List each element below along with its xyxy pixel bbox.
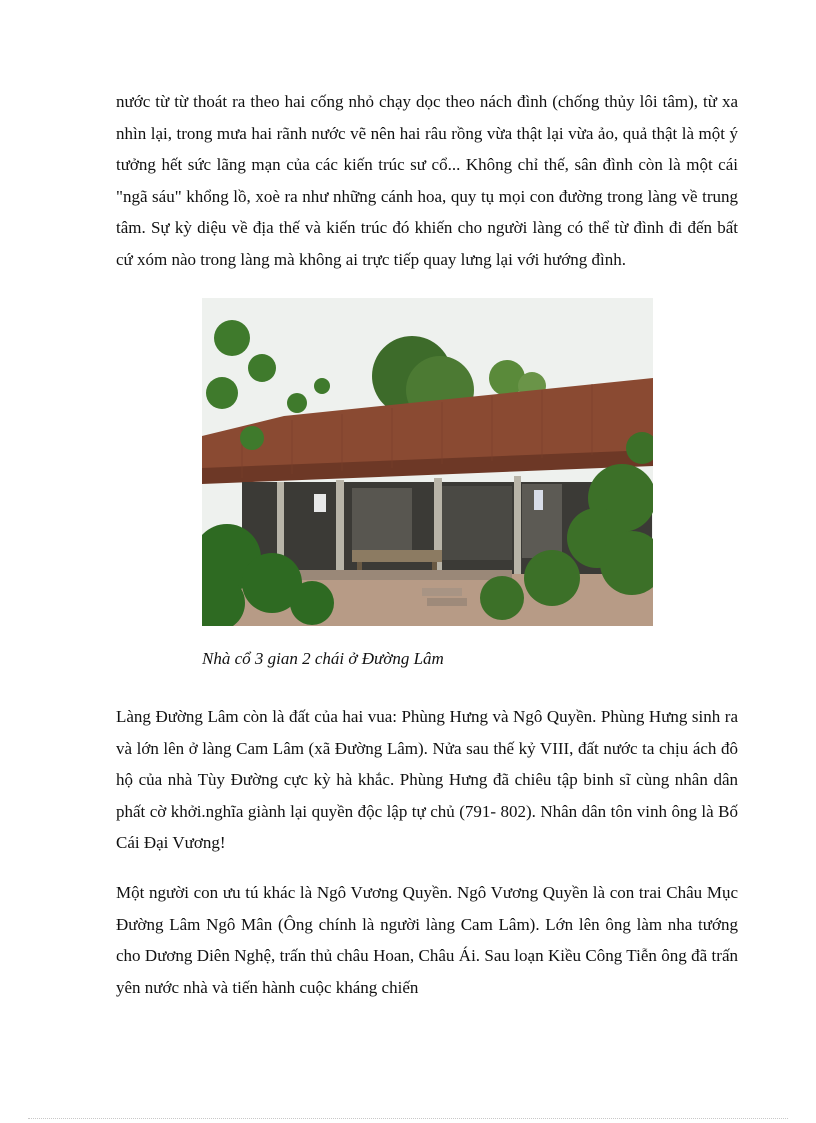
figure-caption: Nhà cổ 3 gian 2 chái ở Đường Lâm — [202, 649, 444, 668]
page-bottom-divider — [28, 1118, 788, 1119]
paragraph-dinh-courtyard: nước từ từ thoát ra theo hai cống nhỏ chạy dọc theo nách đình (chống thủy lôi tâm), từ xa nhìn lại, trong mưa hai rãnh nước vẽ nên hai râu rồng vừa thật lại vừa ảo, quả thật là một ý tưởng hết sức lãng mạn của các kiến trúc sư cổ... Không chỉ thế, sân đình còn là một cái "ngã sáu" khổng lồ, xoè ra như những cánh hoa, quy tụ mọi con đường trong làng về trung tâm. Sự kỳ diệu về địa thế và kiến trúc đó khiến cho người làng có thể từ đình đi đến bất cứ xóm nào trong làng mà không ai trực tiếp quay lưng lại với hướng đình. — [116, 92, 738, 269]
paragraph-ngo-vuong-quyen: Một người con ưu tú khác là Ngô Vương Quyền. Ngô Vương Quyền là con trai Châu Mục Đường Lâm Ngô Mân (Ông chính là người làng Cam Lâm). Lớn lên ông làm nha tướng cho Dương Diên Nghệ, trấn thủ châu Hoan, Châu Ái. Sau loạn Kiều Công Tiễn ông đã trấn yên nước nhà và tiến hành cuộc kháng chiến — [116, 883, 738, 997]
paragraph-two-kings: Làng Đường Lâm còn là đất của hai vua: Phùng Hưng và Ngô Quyền. Phùng Hưng sinh ra và lớn lên ở làng Cam Lâm (xã Đường Lâm). Nửa sau thế kỷ VIII, đất nước ta chịu ách đô hộ của nhà Tùy Đường cực kỳ hà khắc. Phùng Hưng đã chiêu tập binh sĩ cùng nhân dân phất cờ khởi.nghĩa giành lại quyền độc lập tự chủ (791- 802). Nhân dân tôn vinh ông là Bố Cái Đại Vương! — [116, 707, 738, 852]
old-house-photo — [202, 298, 653, 626]
